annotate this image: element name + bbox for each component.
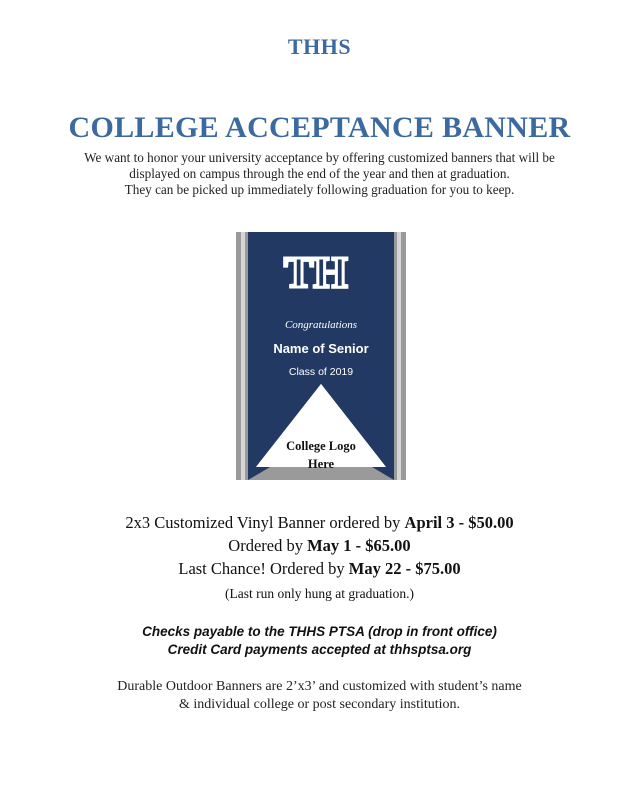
- banner-frame-highlight-left: [241, 232, 245, 480]
- banner-class-year: Class of 2019: [288, 366, 354, 378]
- college-logo-line-2: Here: [307, 457, 335, 471]
- price-3-text: Last Chance! Ordered by: [178, 559, 349, 578]
- intro-line-3: They can be picked up immediately following graduation for you to keep.: [124, 182, 515, 197]
- logo-t: TH: [284, 248, 348, 297]
- school-name: THHS: [287, 34, 352, 59]
- price-line-3: [0, 558, 639, 579]
- banner-congratulations: Congratulations: [284, 319, 358, 331]
- price-2-deadline: May 1 - $65.00: [307, 536, 411, 555]
- price-note: (Last run only hung at graduation.): [225, 586, 414, 601]
- price-1-deadline: April 3 - $50.00: [404, 513, 514, 532]
- page-title: COLLEGE ACCEPTANCE BANNER: [68, 111, 571, 144]
- price-3-deadline: May 22 - $75.00: [348, 559, 461, 578]
- intro-line-1: We want to honor your university acceptance by offering customized banners that will be: [84, 150, 555, 165]
- footer-line-2: & individual college or post secondary institution.: [178, 697, 461, 712]
- price-line-2: [0, 535, 639, 556]
- payment-credit-card: Credit Card payments accepted at thhsptsa.org: [167, 642, 472, 657]
- banner-frame-highlight-right: [397, 232, 401, 480]
- price-line-1: [0, 512, 639, 533]
- footer-line-1: Durable Outdoor Banners are 2’x3’ and customized with student’s name: [117, 679, 522, 694]
- banner-senior-name: Name of Senior: [273, 341, 369, 356]
- price-1-text: 2x3 Customized Vinyl Banner ordered by: [125, 513, 405, 532]
- payment-checks: Checks payable to the THHS PTSA (drop in front office): [142, 624, 497, 639]
- intro-line-2: displayed on campus through the end of the year and then at graduation.: [129, 166, 510, 181]
- banner-image: [236, 232, 406, 480]
- price-2-text: Ordered by: [228, 536, 308, 555]
- th-logo-icon: [284, 248, 348, 297]
- college-logo-line-1: College Logo: [286, 439, 356, 453]
